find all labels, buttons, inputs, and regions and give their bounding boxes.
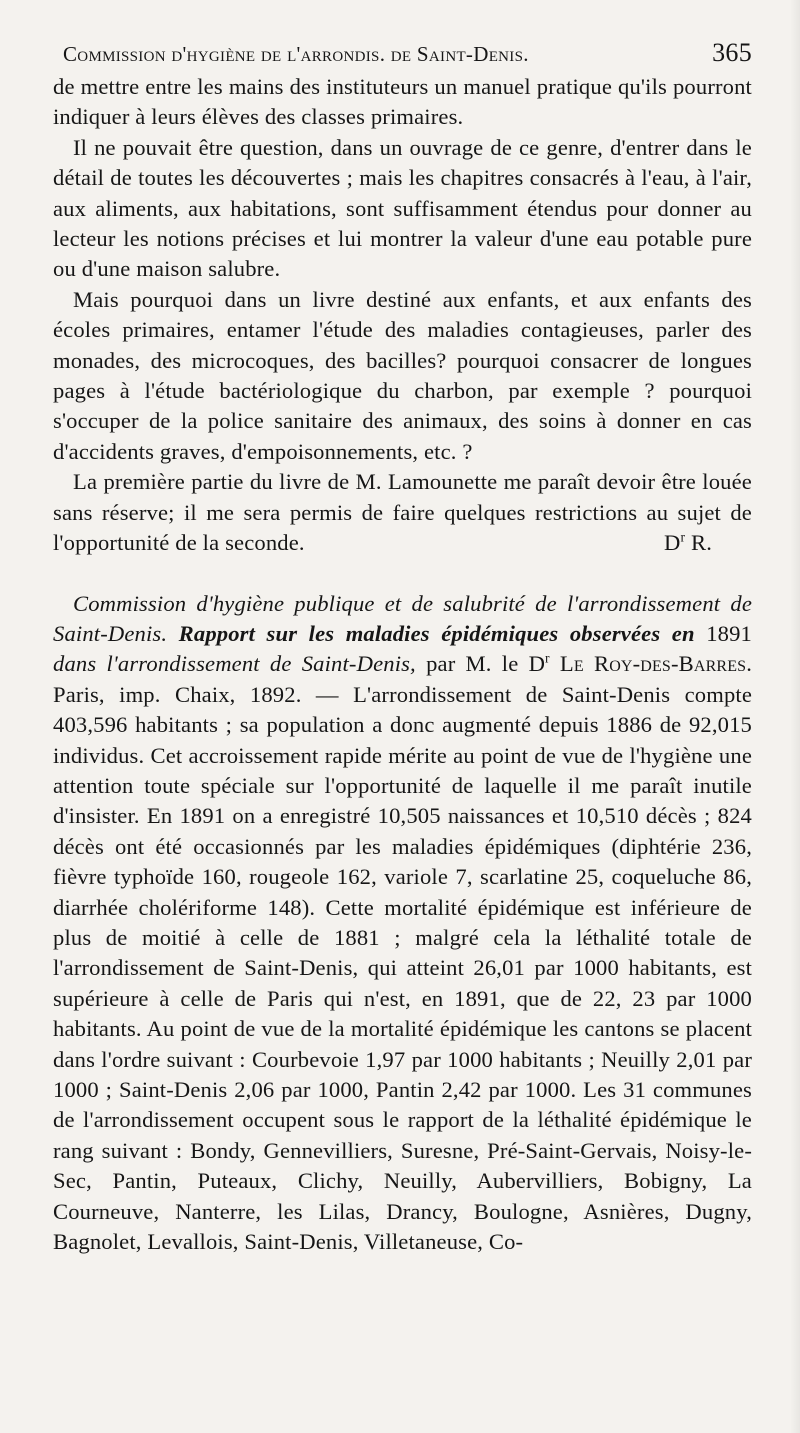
review-title: Commission d'hygiène publique et de salubrité de l'arrondissement de Saint-Denis. [53,590,752,646]
paragraph [53,467,752,558]
paragraph [53,589,752,1258]
author-sup: r [545,650,550,666]
reviewer-signature [644,528,752,558]
report-year: 1891 [706,620,752,646]
running-title: Commission d'hygiène de l'arrondis. de Saint-Denis. [63,42,529,66]
page-number: 365 [712,38,752,67]
publisher: . Paris, imp. Chaix, 1892. — [53,651,752,707]
review-saint-denis [53,589,752,1258]
paragraph-text: La première partie du livre de M. Lamounette me paraît devoir être louée sans réserve; il me sera permis de faire quelques restrictions au sujet de l'opportunité de la seconde. [53,469,752,556]
signature-title: D [664,530,681,556]
report-scope: dans l'arrondissement de Saint-Denis, [53,651,416,677]
paragraph: Mais pourquoi dans un livre destiné aux enfants, et aux enfants des écoles primaires, entamer l'étude des maladies contagieuses, parler des monades, des microcoques, des bacilles? pourquoi consacrer de longues pages à l'étude bactériologique du charbon, par exemple ? pourquoi s'occuper de la police sanitaire des animaux, des soins à donner en cas d'accidents graves, d'empoisonnements, etc. ? [53,286,752,464]
paragraph: Il ne pouvait être question, dans un ouvrage de ce genre, d'entrer dans le détail de toutes les découvertes ; mais les chapitres consacrés à l'eau, à l'air, aux aliments, aux habitations, sont suffisamment étendus pour donner au lecteur les notions précises et lui montrer la valeur d'une eau potable pure ou d'une maison salubre. [53,134,752,282]
review-lamounette [53,72,752,559]
report-body: L'arrondissement de Saint-Denis compte 403,596 habitants ; sa population a donc augmenté depuis 1886 de 92,015 individus. Cet accroissement rapide mérite au point de vue de l'hygiène une attention toute spéciale sur l'opportunité de laquelle il me paraît inutile d'insister. En 1891 on a enregistré 10,505 naissances et 10,510 décès ; 824 décès ont été occasionnés par les maladies épidémiques (diphtérie 236, fièvre typhoïde 160, rougeole 162, variole 7, scarlatine 25, coqueluche 86, diarrhée cholériforme 148). Cette mortalité épidémique est inférieure de plus de moitié à celle de 1881 ; malgré cela la léthalité totale de l'arrondissement de Saint-Denis, qui atteint 26,01 par 1000 habitants, est supérieure à celle de Paris qui n'est, en 1891, que de 22, 23 par 1000 habitants. Au point de vue de la mortalité épidémique les cantons se placent dans l'ordre suivant : Courbevoie 1,97 par 1000 habitants ; Neuilly 2,01 par 1000 ; Saint-Denis 2,06 par 1000, Pantin 2,42 par 1000. Les 31 communes de l'arrondissement occupent sous le rapport de la léthalité épidémique le rang suivant : Bondy, Gennevilliers, Suresne, Pré-Saint-Gervais, Noisy-le-Sec, Pantin, Puteaux, Clichy, Neuilly, Aubervilliers, Bobigny, La Courneuve, Nanterre, les Lilas, Drancy, Boulogne, Asnières, Dugny, Bagnolet, Levallois, Saint-Denis, Villetaneuse, Co- [53,681,752,1255]
author-name: Le Roy-des-Barres [559,651,747,677]
signature-sup: r [680,529,686,545]
paragraph: de mettre entre les mains des instituteurs un manuel pratique qu'ils pourront indiquer à leurs élèves des classes primaires. [53,74,752,130]
running-header [53,38,752,68]
report-title: Rapport sur les maladies épidémiques observées en [178,620,695,646]
section-gap [53,559,752,589]
author-prefix: par M. le D [426,651,546,677]
signature-name: R. [690,530,712,556]
